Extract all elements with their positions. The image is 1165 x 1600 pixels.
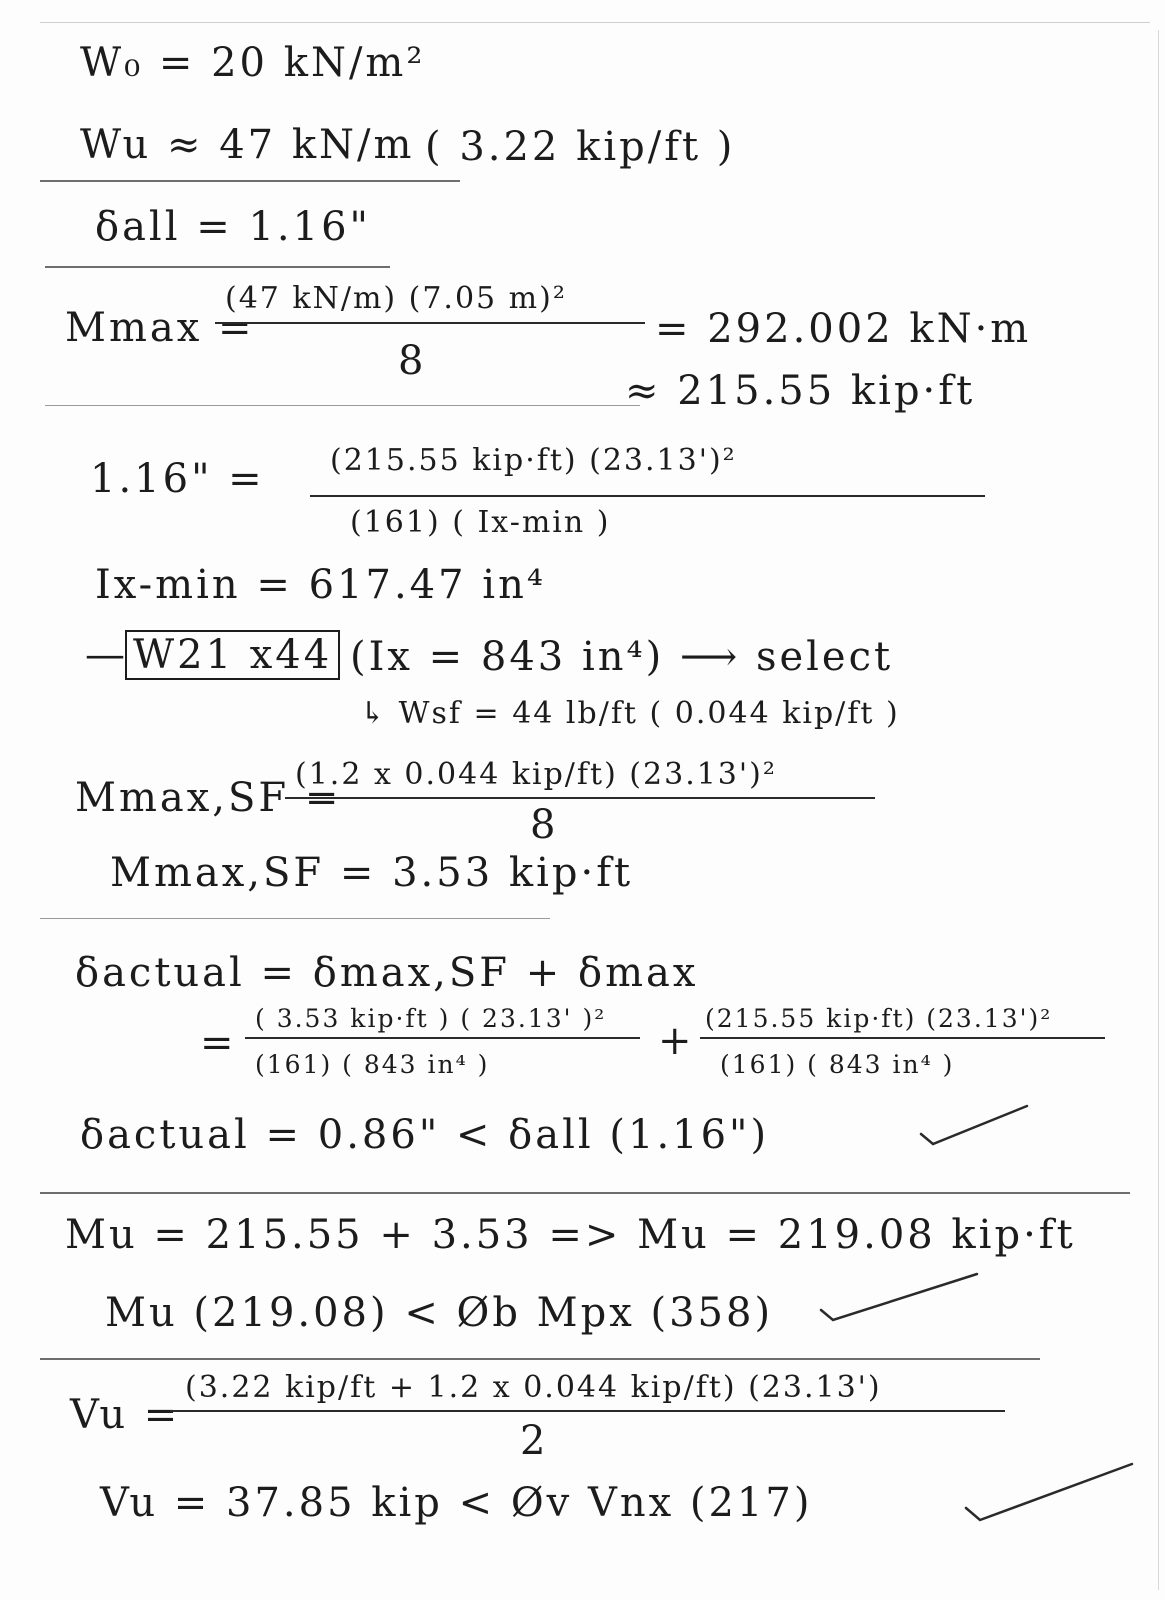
max-moment-label: Mmax = xyxy=(65,305,255,351)
actual-deflection-term2-bar xyxy=(700,1037,1105,1039)
divider-6 xyxy=(40,1358,1040,1360)
deflection-equation-denominator: (161) ( Ix-min ) xyxy=(350,505,611,540)
self-weight-moment-label: Mmax,SF = xyxy=(75,775,342,821)
ultimate-moment-sum: Mu = 215.55 + 3.53 => Mu = 219.08 kip·ft xyxy=(65,1212,1076,1258)
max-moment-result-imperial: ≈ 215.55 kip·ft xyxy=(625,368,976,414)
actual-deflection-equals: = xyxy=(200,1020,237,1066)
allowable-deflection-line: δall = 1.16" xyxy=(95,204,371,250)
shear-result-check: Vu = 37.85 kip < Øv Vnx (217) xyxy=(100,1480,813,1526)
deflection-equation-label: 1.16" = xyxy=(90,456,265,502)
checkmark-icon xyxy=(960,1458,1140,1528)
shear-fraction-bar xyxy=(170,1410,1005,1412)
selected-section-box: W21 x44 xyxy=(125,630,340,680)
factored-load-line: Wu ≈ 47 kN/m xyxy=(80,122,415,168)
self-weight-moment-result: Mmax,SF = 3.53 kip·ft xyxy=(110,850,634,896)
max-moment-denominator: 8 xyxy=(398,338,427,384)
dead-load-line: W₀ = 20 kN/m² xyxy=(80,40,426,86)
actual-deflection-definition: δactual = δmax,SF + δmax xyxy=(75,950,699,996)
divider-1 xyxy=(40,180,460,182)
deflection-equation-fraction-bar xyxy=(310,495,985,497)
actual-deflection-term2-numerator: (215.55 kip·ft) (23.13')² xyxy=(705,1004,1053,1033)
divider-2 xyxy=(45,266,390,268)
max-moment-numerator: (47 kN/m) (7.05 m)² xyxy=(225,281,567,316)
divider-4 xyxy=(40,918,550,919)
actual-deflection-term1-denominator: (161) ( 843 in⁴ ) xyxy=(255,1050,490,1079)
self-weight-moment-fraction-bar xyxy=(285,797,875,799)
ultimate-moment-check: Mu (219.08) < Øb Mpx (358) xyxy=(105,1290,774,1336)
checkmark-icon xyxy=(915,1100,1035,1150)
actual-deflection-term1-numerator: ( 3.53 kip·ft ) ( 23.13' )² xyxy=(255,1004,607,1033)
max-moment-result-metric: = 292.002 kN·m xyxy=(655,306,1032,352)
self-weight-moment-numerator: (1.2 x 0.044 kip/ft) (23.13')² xyxy=(295,757,777,792)
shear-denominator: 2 xyxy=(520,1418,549,1464)
factored-load-conversion: ( 3.22 kip/ft ) xyxy=(425,124,736,170)
shear-label: Vu = xyxy=(70,1392,181,1438)
divider-5 xyxy=(40,1192,1130,1194)
divider-3 xyxy=(45,405,640,406)
checkmark-icon xyxy=(815,1268,985,1328)
paper-right-edge xyxy=(1158,30,1159,1590)
section-inertia-select: (Ix = 843 in⁴) ⟶ select xyxy=(350,634,894,680)
deflection-equation-numerator: (215.55 kip·ft) (23.13')² xyxy=(330,443,737,478)
self-weight-moment-denominator: 8 xyxy=(530,802,559,848)
max-moment-fraction-bar xyxy=(215,322,645,324)
selection-dash: — xyxy=(85,632,128,678)
actual-deflection-result: δactual = 0.86" < δall (1.16") xyxy=(80,1112,770,1158)
paper-top-edge xyxy=(40,22,1150,23)
min-moment-of-inertia-line: Ix-min = 617.47 in⁴ xyxy=(95,562,546,608)
actual-deflection-plus: + xyxy=(658,1018,695,1064)
shear-numerator: (3.22 kip/ft + 1.2 x 0.044 kip/ft) (23.13') xyxy=(185,1370,882,1405)
actual-deflection-term2-denominator: (161) ( 843 in⁴ ) xyxy=(720,1050,955,1079)
actual-deflection-term1-bar xyxy=(245,1037,640,1039)
self-weight-line: ↳ Wsf = 44 lb/ft ( 0.044 kip/ft ) xyxy=(360,696,900,731)
